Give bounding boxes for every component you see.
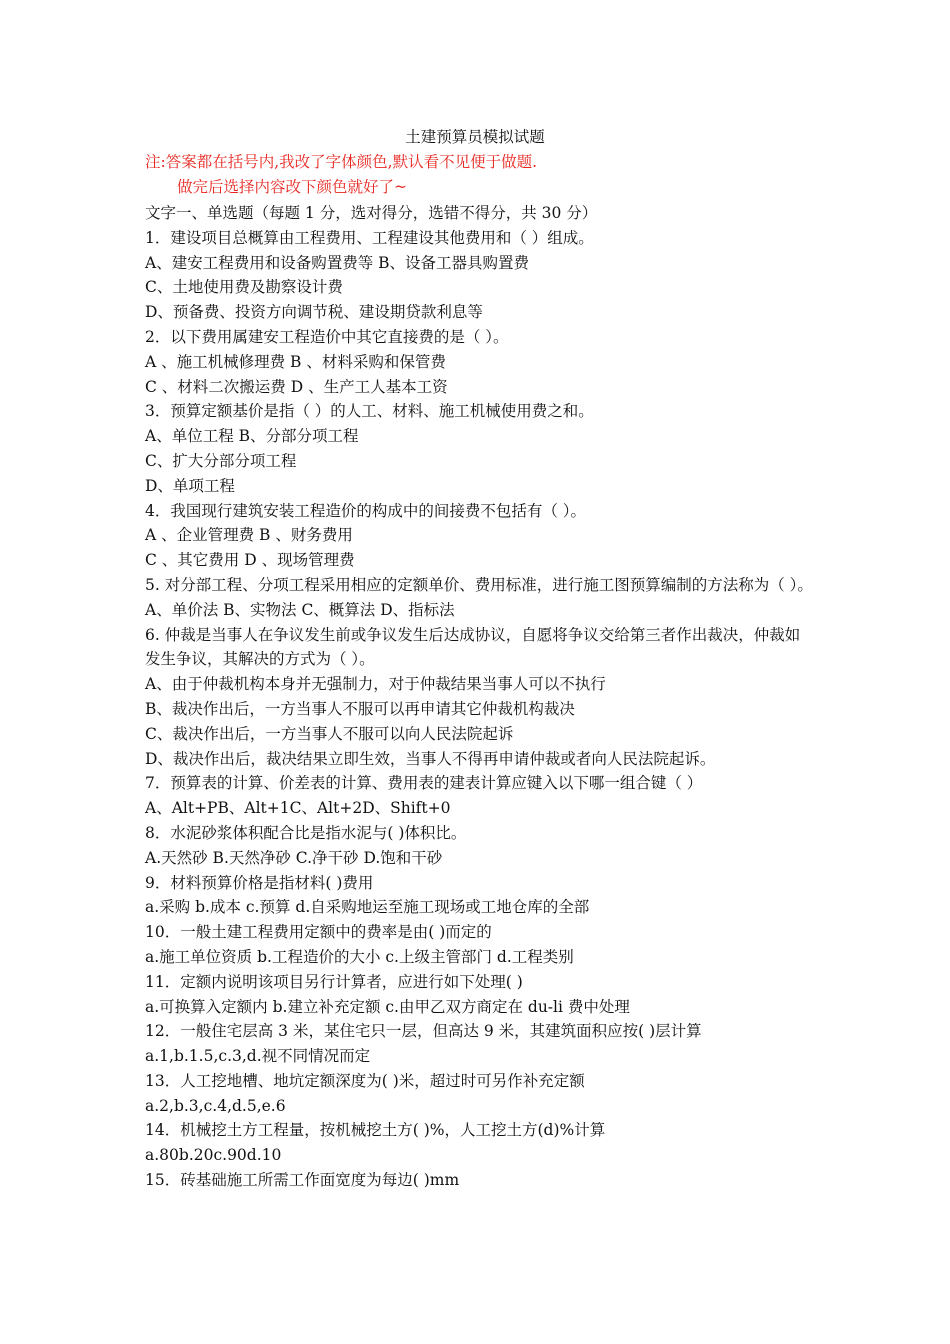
document-title: 土建预算员模拟试题 — [405, 128, 545, 146]
notice-line-2: 做完后选择内容改下颜色就好了~ — [177, 178, 407, 196]
question-1: 1．建设项目总概算由工程费用、工程建设其他费用和（ ）组成。 — [145, 228, 594, 247]
question-4-option: C 、其它费用 D 、现场管理费 — [145, 551, 355, 570]
question-8: 8．水泥砂浆体积配合比是指水泥与( )体积比。 — [145, 823, 467, 842]
notice-line-1: 注:答案都在括号内,我改了字体颜色,默认看不见便于做题. — [145, 153, 538, 171]
question-12-option: a.1,b.1.5,c.3,d.视不同情况而定 — [145, 1047, 371, 1066]
question-3-option: A、单位工程 B、分部分项工程 — [145, 427, 359, 446]
question-10: 10．一般土建工程费用定额中的费率是由( )而定的 — [145, 923, 492, 942]
question-3-option: C、扩大分部分项工程 — [145, 451, 297, 470]
question-10-option: a.施工单位资质 b.工程造价的大小 c.上级主管部门 d.工程类别 — [145, 947, 574, 966]
question-1-option: C、土地使用费及勘察设计费 — [145, 278, 343, 297]
question-3-option: D、单项工程 — [145, 476, 235, 495]
question-15: 15．砖基础施工所需工作面宽度为每边( )mm — [145, 1171, 460, 1190]
question-3: 3．预算定额基价是指（ ）的人工、材料、施工机械使用费之和。 — [145, 402, 594, 421]
question-13: 13．人工挖地槽、地坑定额深度为( )米，超过时可另作补充定额 — [145, 1071, 585, 1090]
question-9: 9．材料预算价格是指材料( )费用 — [145, 873, 374, 892]
question-6-option: B、裁决作出后，一方当事人不服可以再申请其它仲裁机构裁决 — [145, 699, 575, 718]
question-2: 2．以下费用属建安工程造价中其它直接费的是（ ）。 — [145, 327, 509, 346]
question-14: 14．机械挖土方工程量，按机械挖土方( )%，人工挖土方(d)%计算 — [145, 1121, 606, 1140]
question-6: 6. 仲裁是当事人在争议发生前或争议发生后达成协议，自愿将争议交给第三者作出裁决，仲裁如发生争议，其解决的方式为（ ）。 — [145, 625, 801, 669]
question-12: 12．一般住宅层高 3 米，某住宅只一层，但高达 9 米，其建筑面积应按( )层计算 — [145, 1022, 702, 1041]
question-9-option: a.采购 b.成本 c.预算 d.自采购地运至施工现场或工地仓库的全部 — [145, 898, 590, 917]
question-5-option: A、单价法 B、实物法 C、概算法 D、指标法 — [145, 600, 455, 619]
question-content — [145, 201, 815, 1193]
question-8-option: A.天然砂 B.天然净砂 C.净干砂 D.饱和干砂 — [145, 848, 443, 867]
question-6-option: C、裁决作出后，一方当事人不服可以向人民法院起诉 — [145, 724, 514, 743]
question-2-option: C 、材料二次搬运费 D 、生产工人基本工资 — [145, 377, 448, 396]
question-5: 5. 对分部工程、分项工程采用相应的定额单价、费用标准，进行施工图预算编制的方法称为（ ）。 — [145, 575, 813, 594]
question-7: 7．预算表的计算、价差表的计算、费用表的建表计算应键入以下哪一组合键（ ） — [145, 774, 703, 793]
question-11-option: a.可换算入定额内 b.建立补充定额 c.由甲乙双方商定在 du-li 费中处理 — [145, 997, 630, 1016]
question-7-option: A、Alt+PB、Alt+1C、Alt+2D、Shift+0 — [145, 799, 451, 818]
question-6-option: D、裁决作出后，裁决结果立即生效，当事人不得再申请仲裁或者向人民法院起诉。 — [145, 749, 716, 768]
question-11: 11．定额内说明该项目另行计算者，应进行如下处理( ) — [145, 972, 523, 991]
question-1-option: D、预备费、投资方向调节税、建设期贷款利息等 — [145, 303, 483, 322]
question-14-option: a.80b.20c.90d.10 — [145, 1146, 282, 1165]
question-4: 4．我国现行建筑安装工程造价的构成中的间接费不包括有（ ）。 — [145, 501, 587, 520]
section-heading: 文字一、单选题（每题 1 分，选对得分，选错不得分，共 30 分） — [145, 204, 598, 222]
question-4-option: A 、企业管理费 B 、财务费用 — [145, 526, 353, 545]
question-6-option: A、由于仲裁机构本身并无强制力，对于仲裁结果当事人可以不执行 — [145, 675, 606, 694]
question-13-option: a.2,b.3,c.4,d.5,e.6 — [145, 1096, 286, 1115]
question-2-option: A 、施工机械修理费 B 、材料采购和保管费 — [145, 352, 446, 371]
question-1-option: A、建安工程费用和设备购置费等 B、设备工器具购置费 — [145, 253, 530, 272]
